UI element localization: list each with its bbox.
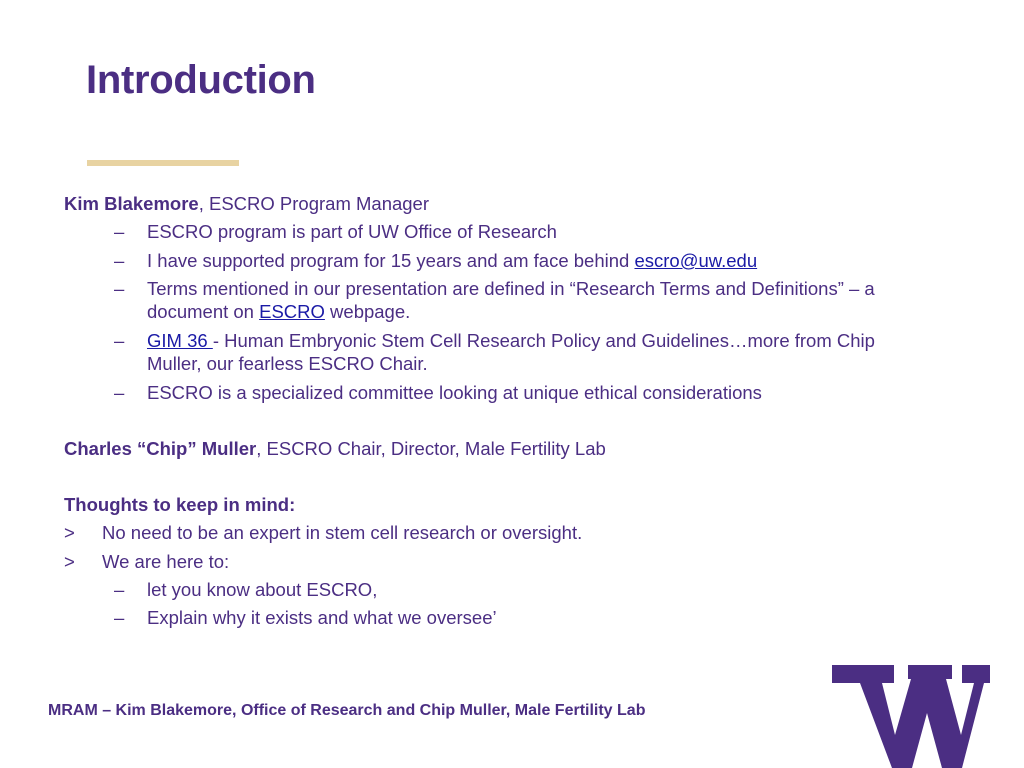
kim-item-2-post: webpage.: [324, 301, 411, 322]
footer-text: MRAM – Kim Blakemore, Office of Research and Chip Muller, Male Fertility Lab: [48, 702, 646, 719]
kim-item-3-line2: Muller, our fearless ESCRO Chair.: [147, 353, 428, 374]
gt-marker: >: [64, 522, 75, 543]
dash-marker: –: [114, 278, 125, 299]
kim-line: [64, 192, 429, 215]
dash-marker: –: [114, 221, 125, 242]
kim-item-3-post: - Human Embryonic Stem Cell Research Policy and Guidelines…more from Chip: [212, 330, 875, 351]
kim-item-0: ESCRO program is part of UW Office of Research: [147, 221, 557, 242]
kim-item-2-line1: Terms mentioned in our presentation are defined in “Research Terms and Definitions” – a: [147, 278, 875, 299]
gt-marker: >: [64, 551, 75, 572]
kim-item-1: [147, 249, 757, 272]
dash-marker: –: [114, 382, 125, 403]
chip-role: , ESCRO Chair, Director, Male Fertility Lab: [256, 438, 606, 459]
thoughts-heading: Thoughts to keep in mind:: [64, 494, 296, 515]
dash-marker: –: [114, 579, 125, 600]
uw-w-logo-icon: [832, 665, 990, 768]
kim-item-1-text: I have supported program for 15 years and am face behind: [147, 250, 635, 271]
kim-item-2-line2: [147, 300, 410, 323]
kim-item-4: ESCRO is a specialized committee looking at unique ethical considerations: [147, 382, 762, 403]
kim-item-2-pre: document on: [147, 301, 260, 322]
kim-item-3-line1: [147, 329, 875, 352]
chip-line: [64, 437, 606, 460]
dash-marker: –: [114, 250, 125, 271]
dash-marker: –: [114, 607, 125, 628]
dash-marker: –: [114, 330, 125, 351]
kim-role: , ESCRO Program Manager: [198, 193, 430, 214]
kim-name: Kim Blakemore: [64, 193, 199, 214]
slide-title: Introduction: [86, 58, 316, 102]
email-link[interactable]: escro@uw.edu: [634, 250, 758, 271]
title-underline: [87, 160, 239, 166]
chip-name: Charles “Chip” Muller: [64, 438, 257, 459]
thoughts-bullet-1: We are here to:: [102, 551, 230, 572]
gim36-link[interactable]: GIM 36: [147, 330, 213, 351]
escro-link[interactable]: ESCRO: [259, 301, 325, 322]
thoughts-bullet-0: No need to be an expert in stem cell research or oversight.: [102, 522, 583, 543]
thoughts-subitem-0: let you know about ESCRO,: [147, 579, 378, 600]
thoughts-subitem-1: Explain why it exists and what we oversee’: [147, 607, 497, 628]
